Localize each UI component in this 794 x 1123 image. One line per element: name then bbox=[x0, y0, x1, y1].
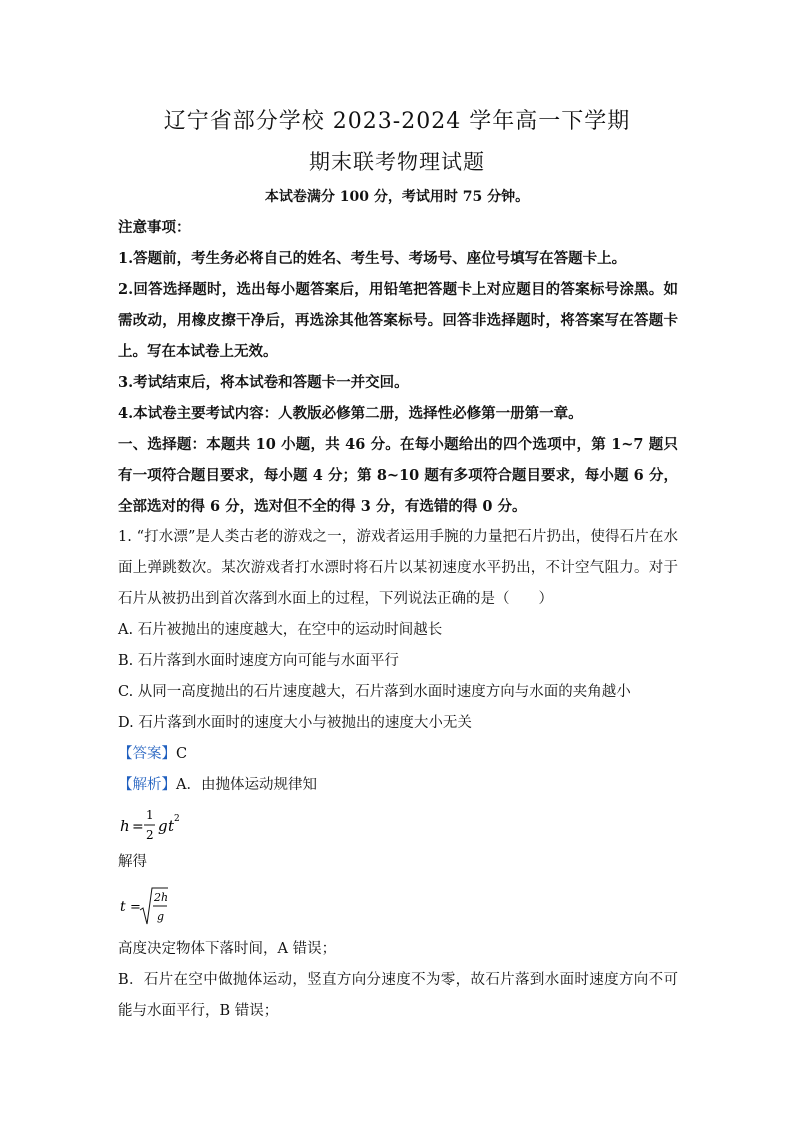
analysis-line bbox=[118, 770, 678, 801]
note-item-4: 4.本试卷主要考试内容：人教版必修第二册，选择性必修第一册第一章。 bbox=[118, 405, 583, 422]
formula-den2: g bbox=[157, 910, 165, 923]
formula-time bbox=[118, 878, 678, 934]
answer-tag: 【答案】 bbox=[118, 746, 176, 762]
formula-g: g bbox=[158, 817, 168, 835]
note-item-2: 2.回答选择题时，选出每小题答案后，用铅笔把答题卡上对应题目的答案标号涂黑。如需改动，用橡皮擦干净后，再选涂其他答案标号。回答非选择题时，将答案写在答题卡上。写在本试卷上无效。 bbox=[118, 281, 678, 360]
formula-den1: 2 bbox=[146, 828, 154, 842]
analysis-intro: A．由抛体运动规律知 bbox=[176, 777, 317, 793]
option-c: C. 从同一高度抛出的石片速度越大，石片落到水面时速度方向与水面的夹角越小 bbox=[118, 684, 631, 700]
formula-h: h bbox=[120, 817, 130, 835]
note-item-3: 3.考试结束后，将本试卷和答题卡一并交回。 bbox=[118, 374, 409, 391]
question-stem: 1. “打水漂”是人类古老的游戏之一，游戏者运用手腕的力量把石片扔出，使得石片在水面上弹跳数次。某次游戏者打水漂时将石片以某初速度水平扔出，不计空气阻力。对于石片从被扔出到首次落到水面上的过程，下列说法正确的是（ ） bbox=[118, 529, 678, 607]
answer-line bbox=[118, 739, 678, 770]
solve-word: 解得 bbox=[118, 854, 147, 870]
formula-height-time bbox=[118, 801, 678, 847]
page-title-line1: 辽宁省部分学校 2023-2024 学年高一下学期 bbox=[163, 109, 631, 134]
page-title-line2: 期末联考物理试题 bbox=[309, 150, 485, 174]
analysis-b: B．石片在空中做抛体运动，竖直方向分速度不为零，故石片落到水面时速度方向不可能与水面平行，B 错误； bbox=[118, 972, 678, 1019]
option-d: D. 石片落到水面时的速度大小与被抛出的速度大小无关 bbox=[118, 715, 472, 731]
formula-eq1: = bbox=[132, 819, 144, 835]
analysis-tag: 【解析】 bbox=[118, 777, 176, 793]
formula-t: t bbox=[168, 817, 175, 835]
exam-subtitle: 本试卷满分 100 分，考试用时 75 分钟。 bbox=[264, 189, 530, 205]
exam-content bbox=[118, 212, 678, 1027]
formula-t2: t bbox=[120, 899, 126, 915]
note-item-1: 1.答题前，考生务必将自己的姓名、考生号、考场号、座位号填写在答题卡上。 bbox=[118, 250, 627, 267]
formula-num2: 2h bbox=[154, 891, 169, 904]
answer-value: C bbox=[176, 746, 188, 762]
formula-num1: 1 bbox=[146, 808, 154, 822]
conclusion-a: 高度决定物体下落时间，A 错误； bbox=[118, 941, 337, 957]
option-a: A. 石片被抛出的速度越大，在空中的运动时间越长 bbox=[118, 622, 443, 638]
notes-heading: 注意事项： bbox=[118, 219, 191, 236]
option-b: B. 石片落到水面时速度方向可能与水面平行 bbox=[118, 653, 399, 669]
formula-exp: 2 bbox=[174, 814, 180, 824]
formula-eq2: = bbox=[130, 900, 141, 915]
section-heading: 一、选择题：本题共 10 小题，共 46 分。在每小题给出的四个选项中，第 1~7 题只有一项符合题目要求，每小题 4 分；第 8~10 题有多项符合题目要求，每小题 6 分，全部选对的得 6 分，选对但不全的得 3 分，有选错的得 0 分。 bbox=[118, 436, 678, 515]
